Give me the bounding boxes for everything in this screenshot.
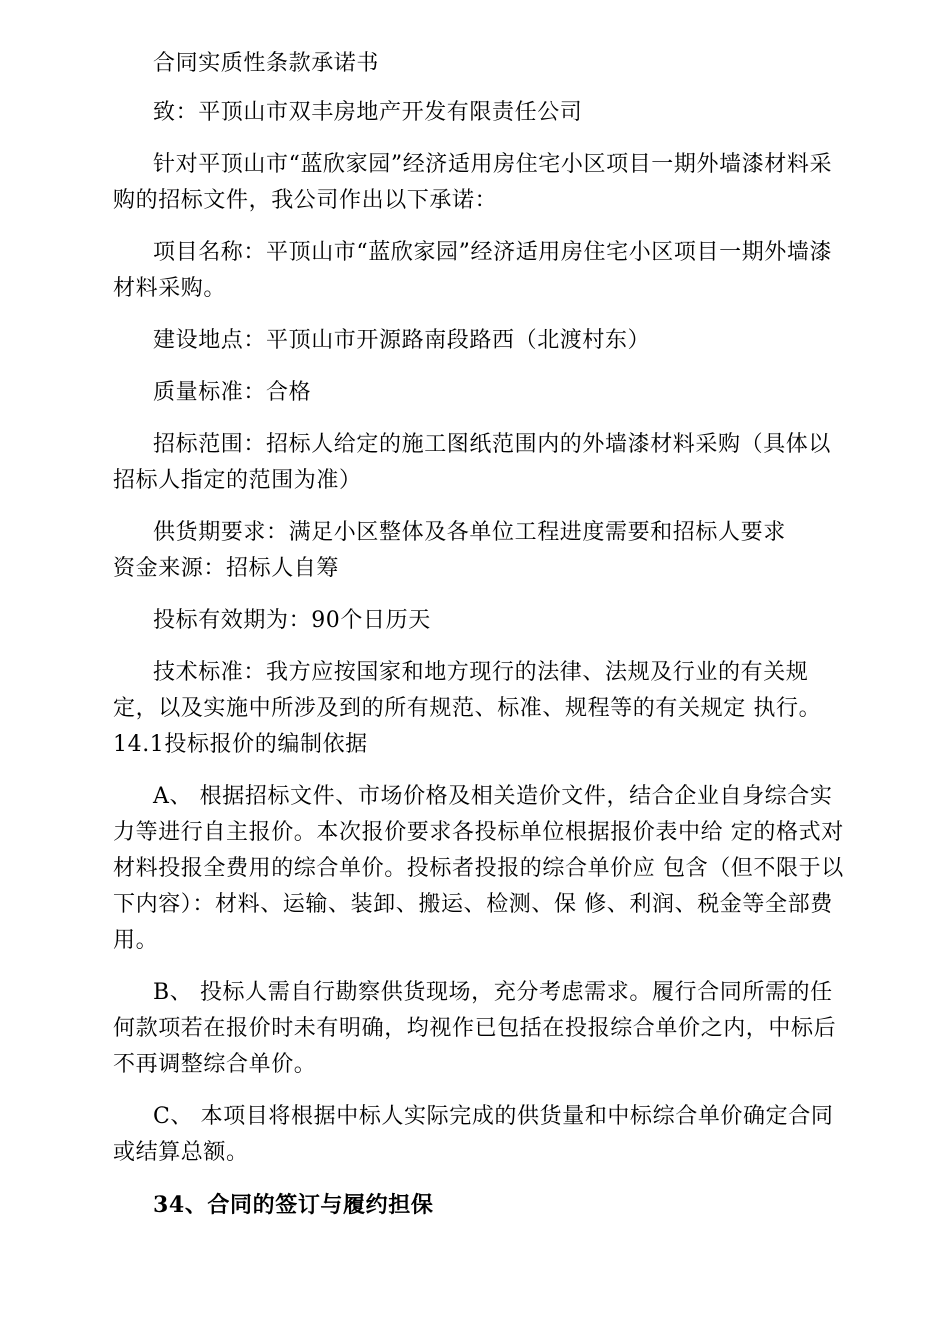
clause-a-paragraph: A、 根据招标文件、市场价格及相关造价文件，结合企业自身综合实力等进行自主报价。本次报价要求各投标单位根据报价表中给 定的格式对材料投报全费用的综合单价。投标者投报的综合单价应 包含（但不限于以下内容）：材料、运输、装卸、搬运、检测、保 修、利润、税金等全部费用。 xyxy=(113,784,844,953)
scope-paragraph: 招标范围：招标人给定的施工图纸范围内的外墙漆材料采购（具体以招标人指定的范围为准） xyxy=(113,432,832,493)
location-line: 建设地点：平顶山市开源路南段路西（北渡村东） xyxy=(153,328,651,353)
quality-line: 质量标准：合格 xyxy=(153,380,312,405)
delivery-line: 供货期要求：满足小区整体及各单位工程进度需要和招标人要求 xyxy=(153,520,786,545)
funding-line: 资金来源：招标人自筹 xyxy=(113,556,340,581)
section-heading: 34、合同的签订与履约担保 xyxy=(153,1192,434,1218)
clause-b-paragraph: B、 投标人需自行勘察供货现场，充分考虑需求。履行合同所需的任何款项若在报价时未有明确，均视作已包括在投报综合单价之内，中标后不再调整综合单价。 xyxy=(113,980,837,1077)
intro-paragraph: 针对平顶山市“蓝欣家园”经济适用房住宅小区项目一期外墙漆材料采购的招标文件，我公司作出以下承诺： xyxy=(113,152,833,213)
clause-c-paragraph: C、 本项目将根据中标人实际完成的供货量和中标综合单价确定合同或结算总额。 xyxy=(113,1104,834,1165)
document-title: 合同实质性条款承诺书 xyxy=(153,51,380,76)
addressee-line: 致：平顶山市双丰房地产开发有限责任公司 xyxy=(153,100,583,125)
project-name-paragraph: 项目名称：平顶山市“蓝欣家园”经济适用房住宅小区项目一期外墙漆材料采购。 xyxy=(113,240,833,301)
validity-line: 投标有效期为：90个日历天 xyxy=(153,608,431,633)
technical-paragraph: 技术标准：我方应按国家和地方现行的法律、法规及行业的有关规定，以及实施中所涉及到的所有规范、标准、规程等的有关规定 执行。14.1投标报价的编制依据 xyxy=(113,660,822,757)
